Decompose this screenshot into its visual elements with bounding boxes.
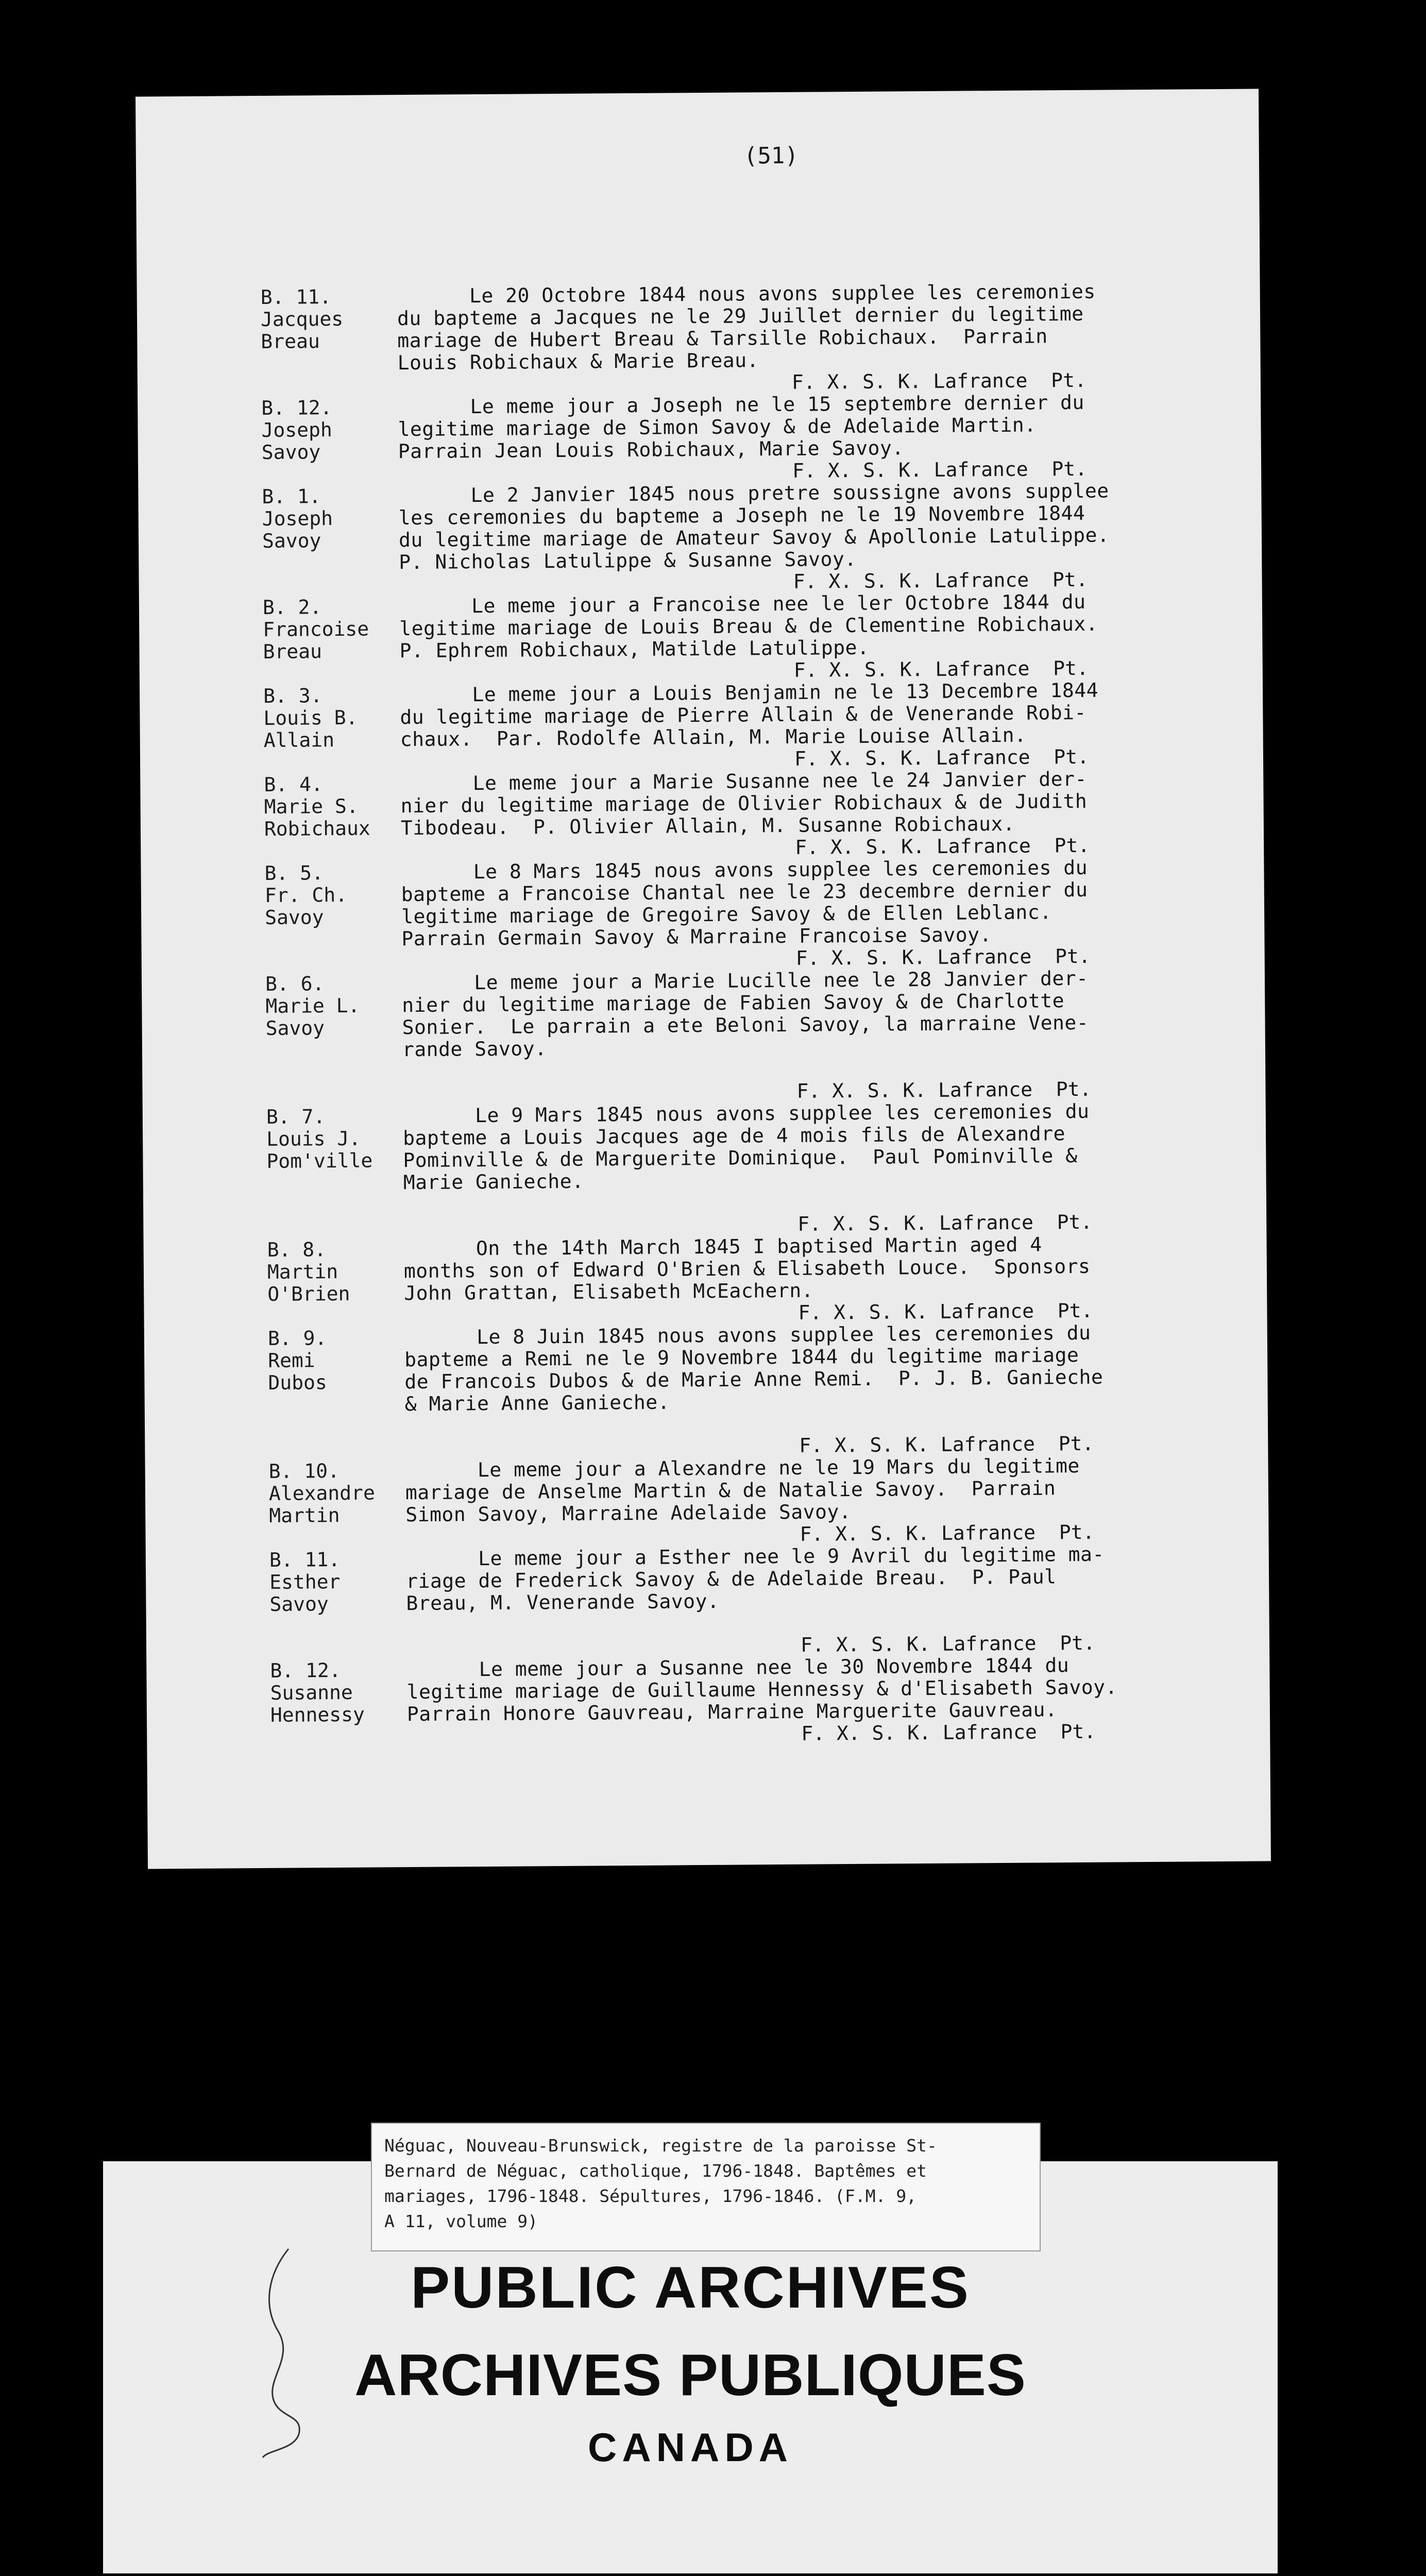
- entry-text: [399, 590, 1232, 662]
- entry-line: Louis Robichaux & Marie Breau.: [397, 349, 759, 375]
- register-entry: [261, 280, 1230, 397]
- entry-line: du legitime mariage de Pierre Allain & de Venerande Robi-: [400, 701, 1087, 729]
- entry-line: Sonier. Le parrain a ete Beloni Savoy, la marraine Vene-: [402, 1011, 1089, 1039]
- entry-line: Le meme jour a Marie Lucille nee le 28 Janvier der-: [401, 967, 1089, 995]
- entry-line: Le 8 Mars 1845 nous avons supplee les ceremonies du: [401, 856, 1088, 884]
- entry-line: bapteme a Francoise Chantal nee le 23 decembre dernier du: [401, 878, 1088, 906]
- entry-line: bapteme a Remi ne le 9 Novembre 1844 du legitime mariage: [404, 1343, 1079, 1371]
- entry-label: B. 5. Fr. Ch. Savoy: [264, 861, 348, 929]
- register-entry: [270, 1653, 1239, 1749]
- entry-line: Marie Ganieche.: [403, 1170, 584, 1194]
- entry-label: B. 12. Joseph Savoy: [261, 396, 332, 464]
- entry-line: John Grattan, Elisabeth McEachern.: [404, 1279, 814, 1305]
- archive-title-french: ARCHIVES PUBLIQUES: [354, 2343, 1026, 2408]
- register-entry: [261, 391, 1230, 486]
- entry-signature: F. X. S. K. Lafrance Pt.: [793, 656, 1089, 682]
- register-entry: [265, 967, 1235, 1106]
- register-entry: [266, 1099, 1236, 1239]
- entry-signature: F. X. S. K. Lafrance Pt.: [793, 568, 1088, 593]
- entry-line: Le 20 Octobre 1844 nous avons supplee les ceremonies: [397, 280, 1096, 308]
- entry-line: Parrain Honore Gauvreau, Marraine Marguerite Gauvreau.: [406, 1698, 1058, 1726]
- entry-line: Simon Savoy, Marraine Adelaide Savoy.: [405, 1500, 852, 1527]
- entry-signature: F. X. S. K. Lafrance Pt.: [800, 1520, 1095, 1546]
- entry-label: B. 7. Louis J. Pom'ville: [266, 1105, 373, 1173]
- register-entries: [261, 280, 1240, 1749]
- entry-text: [397, 280, 1230, 374]
- register-entry: [269, 1543, 1238, 1660]
- entry-signature: F. X. S. K. Lafrance Pt.: [799, 1432, 1094, 1457]
- entry-line: Parrain Germain Savoy & Marraine Francoise Savoy.: [401, 923, 992, 951]
- entry-line: On the 14th March 1845 I baptised Martin aged 4: [403, 1233, 1042, 1261]
- entry-line: rande Savoy.: [402, 1037, 547, 1061]
- entry-text: [405, 1454, 1237, 1526]
- register-entry: [264, 767, 1233, 862]
- entry-line: du legitime mariage de Amateur Savoy & Apollonie Latulippe.: [398, 523, 1110, 552]
- entry-line: Le meme jour a Louis Benjamin ne le 13 Decembre 1844: [399, 679, 1099, 707]
- entry-signature: F. X. S. K. Lafrance Pt.: [794, 745, 1090, 770]
- entry-line: les ceremonies du bapteme a Joseph ne le 19 Novembre 1844: [398, 501, 1085, 530]
- entry-line: Le 8 Juin 1845 nous avons supplee les ceremonies du: [404, 1321, 1091, 1349]
- archive-card: [103, 2136, 1278, 2573]
- register-entry: [269, 1454, 1238, 1549]
- entry-line: Le meme jour a Marie Susanne nee le 24 Janvier der-: [400, 767, 1088, 795]
- register-entry: [262, 479, 1231, 597]
- entry-signature: F. X. S. K. Lafrance Pt.: [800, 1631, 1096, 1656]
- entry-label: B. 8. Martin O'Brien: [267, 1238, 350, 1306]
- entry-line: P. Nicholas Latulippe & Susanne Savoy.: [399, 547, 857, 574]
- archive-title-english: PUBLIC ARCHIVES: [411, 2255, 970, 2320]
- entry-line: legitime mariage de Gregoire Savoy & de Ellen Leblanc.: [401, 901, 1052, 928]
- entry-text: [398, 391, 1230, 463]
- entry-line: Pominville & de Marguerite Dominique. Paul Pominville &: [403, 1144, 1078, 1172]
- entry-label: B. 4. Marie S. Robichaux: [264, 773, 371, 840]
- register-page: [135, 89, 1271, 1869]
- entry-label: B. 1. Joseph Savoy: [262, 485, 333, 552]
- entry-line: Parrain Jean Louis Robichaux, Marie Savoy.: [398, 436, 904, 463]
- entry-text: [400, 679, 1232, 751]
- entry-line: Le meme jour a Joseph ne le 15 septembre dernier du: [398, 391, 1084, 419]
- entry-text: [400, 767, 1233, 839]
- entry-text: [398, 479, 1231, 573]
- entry-line: mariage de Anselme Martin & de Natalie Savoy. Parrain: [405, 1477, 1056, 1504]
- entry-label: B. 9. Remi Dubos: [267, 1327, 327, 1394]
- entry-line: Tibodeau. P. Olivier Allain, M. Susanne Robichaux.: [400, 812, 1015, 840]
- register-entry: [264, 856, 1233, 973]
- entry-text: [406, 1543, 1238, 1637]
- archive-country: CANADA: [588, 2425, 793, 2470]
- entry-label: B. 11. Esther Savoy: [269, 1548, 341, 1616]
- archive-caption: Néguac, Nouveau-Brunswick, registre de la paroisse St- Bernard de Néguac, catholique, 1796-1848. Baptêmes et mariages, 1796-1848. Sépultures, 1796-1846. (F.M. 9, A 11, volume 9): [371, 2123, 1041, 2251]
- entry-label: B. 10. Alexandre Martin: [268, 1459, 376, 1527]
- entry-signature: F. X. S. K. Lafrance Pt.: [791, 368, 1087, 394]
- page-number: (51): [743, 142, 799, 170]
- entry-signature: F. X. S. K. Lafrance Pt.: [801, 1720, 1096, 1745]
- entry-line: legitime mariage de Simon Savoy & de Adelaide Martin.: [398, 413, 1037, 441]
- entry-line: legitime mariage de Louis Breau & de Clementine Robichaux.: [399, 612, 1098, 640]
- entry-line: Le meme jour a Alexandre ne le 19 Mars du legitime: [405, 1454, 1080, 1482]
- entry-text: [403, 1232, 1236, 1304]
- entry-label: B. 12. Susanne Hennessy: [270, 1658, 365, 1726]
- entry-signature: F. X. S. K. Lafrance Pt.: [798, 1299, 1093, 1324]
- entry-text: [403, 1099, 1235, 1216]
- entry-line: Le 2 Janvier 1845 nous pretre soussigne avons supplee: [398, 479, 1109, 507]
- entry-line: nier du legitime mariage de Olivier Robichaux & de Judith: [400, 789, 1088, 818]
- entry-signature: F. X. S. K. Lafrance Pt.: [792, 457, 1088, 482]
- entry-text: [402, 967, 1234, 1083]
- entry-line: de Francois Dubos & de Marie Anne Remi. P. J. B. Ganieche: [404, 1365, 1104, 1394]
- entry-line: bapteme a Louis Jacques age de 4 mois fils de Alexandre: [402, 1122, 1066, 1150]
- entry-line: Breau, M. Venerande Savoy.: [406, 1589, 720, 1615]
- entry-line: & Marie Anne Ganieche.: [404, 1391, 670, 1416]
- entry-line: legitime mariage de Guillaume Hennessy & d'Elisabeth Savoy.: [406, 1675, 1118, 1704]
- entry-label: B. 11. Jacques Breau: [260, 285, 344, 353]
- entry-line: riage de Frederick Savoy & de Adelaide Breau. P. Paul: [405, 1565, 1057, 1593]
- entry-signature: F. X. S. K. Lafrance Pt.: [795, 834, 1090, 859]
- register-entry: [263, 679, 1232, 774]
- entry-line: nier du legitime mariage de Fabien Savoy & de Charlotte: [402, 989, 1065, 1017]
- entry-line: mariage de Hubert Breau & Tarsille Robichaux. Parrain: [397, 325, 1048, 352]
- entry-line: du bapteme a Jacques ne le 29 Juillet dernier du legitime: [397, 302, 1084, 330]
- entry-line: Le meme jour a Esther nee le 9 Avril du legitime ma-: [405, 1543, 1105, 1571]
- register-entry: [267, 1232, 1236, 1328]
- entry-line: P. Ephrem Robichaux, Matilde Latulippe.: [399, 636, 870, 663]
- entry-label: B. 3. Louis B. Allain: [263, 684, 358, 752]
- entry-signature: F. X. S. K. Lafrance Pt.: [795, 944, 1091, 970]
- entry-line: Le meme jour a Francoise nee le ler Octobre 1844 du: [399, 590, 1086, 618]
- entry-label: B. 2. Francoise Breau: [262, 596, 369, 663]
- entry-signature: F. X. S. K. Lafrance Pt.: [796, 1077, 1092, 1103]
- entry-signature: F. X. S. K. Lafrance Pt.: [797, 1210, 1093, 1235]
- entry-label: B. 6. Marie L. Savoy: [265, 972, 360, 1040]
- entry-line: Le 9 Mars 1845 nous avons supplee les ceremonies du: [402, 1099, 1090, 1128]
- register-entry: [263, 590, 1232, 685]
- register-entry: [268, 1321, 1237, 1461]
- entry-text: [401, 856, 1233, 950]
- entry-text: [404, 1321, 1237, 1437]
- entry-text: [406, 1653, 1239, 1725]
- entry-line: Le meme jour a Susanne nee le 30 Novembre 1844 du: [406, 1654, 1070, 1682]
- entry-line: chaux. Par. Rodolfe Allain, M. Marie Louise Allain.: [400, 723, 1027, 751]
- entry-line: months son of Edward O'Brien & Elisabeth Louce. Sponsors: [403, 1255, 1091, 1283]
